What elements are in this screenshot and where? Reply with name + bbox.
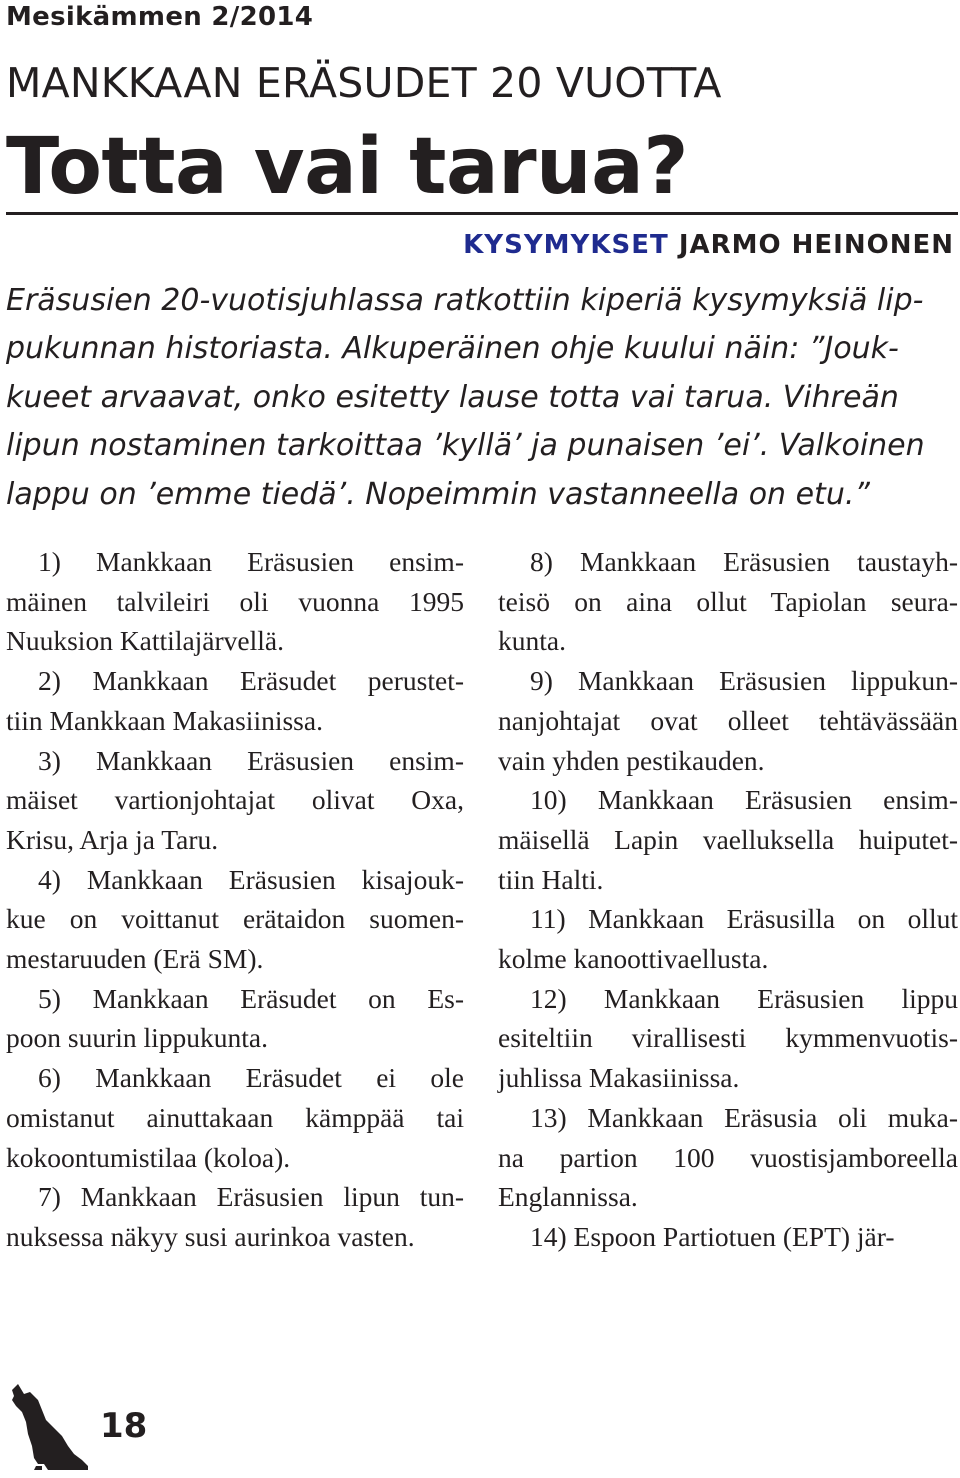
question-item [6,741,464,860]
question-line: esiteltiin virallisesti kymmenvuotis- [498,1022,958,1054]
question-item [498,1217,958,1257]
question-line: omistanut ainuttakaan kämppää tai [6,1101,464,1133]
question-line: teisö on aina ollut Tapiolan seura- [498,585,958,617]
question-line: tiin Mankkaan Makasiinissa. [6,704,323,736]
article-headline: Totta vai tarua? [6,122,688,212]
question-line: 3) Mankkaan Eräsusien ensim- [38,744,464,776]
question-item [498,899,958,978]
question-item [498,542,958,661]
issue-label: Mesikämmen 2/2014 [6,2,314,32]
intro-line: kueet arvaavat, onko esitetty lause totta vai tarua. Vihreän [6,379,899,415]
question-line: juhlissa Makasiinissa. [498,1062,740,1094]
question-line: 12) Mankkaan Eräsusien lippu [530,982,958,1014]
question-line: mäiset vartionjohtajat olivat Oxa, [6,784,464,816]
header-divider [6,212,958,215]
intro-line: pukunnan historiasta. Alkuperäinen ohje kuului näin: ”Jouk- [6,331,899,367]
question-line: 9) Mankkaan Eräsusien lippukun- [530,665,958,697]
article-kicker: MANKKAAN ERÄSUDET 20 VUOTTA [6,59,722,107]
question-line: 7) Mankkaan Eräsusien lipun tun- [38,1181,464,1213]
question-line: 6) Mankkaan Eräsudet ei ole [38,1062,464,1094]
question-line: 2) Mankkaan Eräsudet perustet- [38,665,464,697]
question-item [6,860,464,979]
question-line: mestaruuden (Erä SM). [6,943,264,975]
article-credits [463,228,954,262]
question-item [498,780,958,899]
question-line: 10) Mankkaan Eräsusien ensim- [530,784,958,816]
credits-name: JARMO HEINONEN [678,230,954,260]
question-item [498,1098,958,1217]
question-line: 14) Espoon Partiotuen (EPT) jär- [530,1220,895,1252]
question-line: 11) Mankkaan Eräsusilla on ollut [530,903,958,935]
question-line: kolme kanoottivaellusta. [498,943,769,975]
question-line: tiin Halti. [498,863,604,895]
question-line: 13) Mankkaan Eräsusia oli muka- [530,1101,958,1133]
question-item [6,979,464,1058]
article-intro [6,277,950,519]
question-line: mäisellä Lapin vaelluksella huiputet- [498,823,958,855]
intro-line: Eräsusien 20-vuotisjuhlassa ratkottiin kiperiä kysymyksiä lip- [6,283,924,318]
question-line: 8) Mankkaan Eräsusien taustayh- [530,546,958,577]
question-item [6,1177,464,1256]
questions-column-right [498,542,958,1257]
question-line: kokoontumistilaa (koloa). [6,1141,291,1173]
question-line: nanjohtajat ovat olleet tehtävässään [498,704,958,736]
question-line: poon suurin lippukunta. [6,1022,269,1054]
question-item [6,542,464,661]
page-number: 18 [100,1406,148,1446]
questions-column-left [6,542,464,1257]
question-item [6,1058,464,1177]
question-line: na partion 100 vuostisjamboreella [498,1141,958,1173]
question-line: Englannissa. [498,1181,638,1213]
howling-wolf-icon [8,1380,90,1472]
question-item [498,661,958,780]
credits-label: KYSYMYKSET [463,230,669,260]
intro-line: lappu on ’emme tiedä’. Nopeimmin vastanneella on etu.” [6,476,870,512]
question-line: 5) Mankkaan Eräsudet on Es- [38,982,464,1014]
question-line: Krisu, Arja ja Taru. [6,823,219,855]
question-line: kue on voittanut erätaidon suomen- [6,903,464,935]
intro-line: lipun nostaminen tarkoittaa ’kyllä’ ja punaisen ’ei’. Valkoinen [6,428,925,464]
question-line: vain yhden pestikauden. [498,744,765,776]
question-item [6,661,464,740]
question-line: mäinen talvileiri oli vuonna 1995 [6,585,464,617]
question-line: Nuuksion Kattilajärvellä. [6,625,284,657]
question-line: nuksessa näkyy susi aurinkoa vasten. [6,1220,415,1252]
question-line: 1) Mankkaan Eräsusien ensim- [38,546,464,577]
question-line: 4) Mankkaan Eräsusien kisajouk- [38,863,464,895]
question-line: kunta. [498,625,566,657]
question-item [498,979,958,1098]
